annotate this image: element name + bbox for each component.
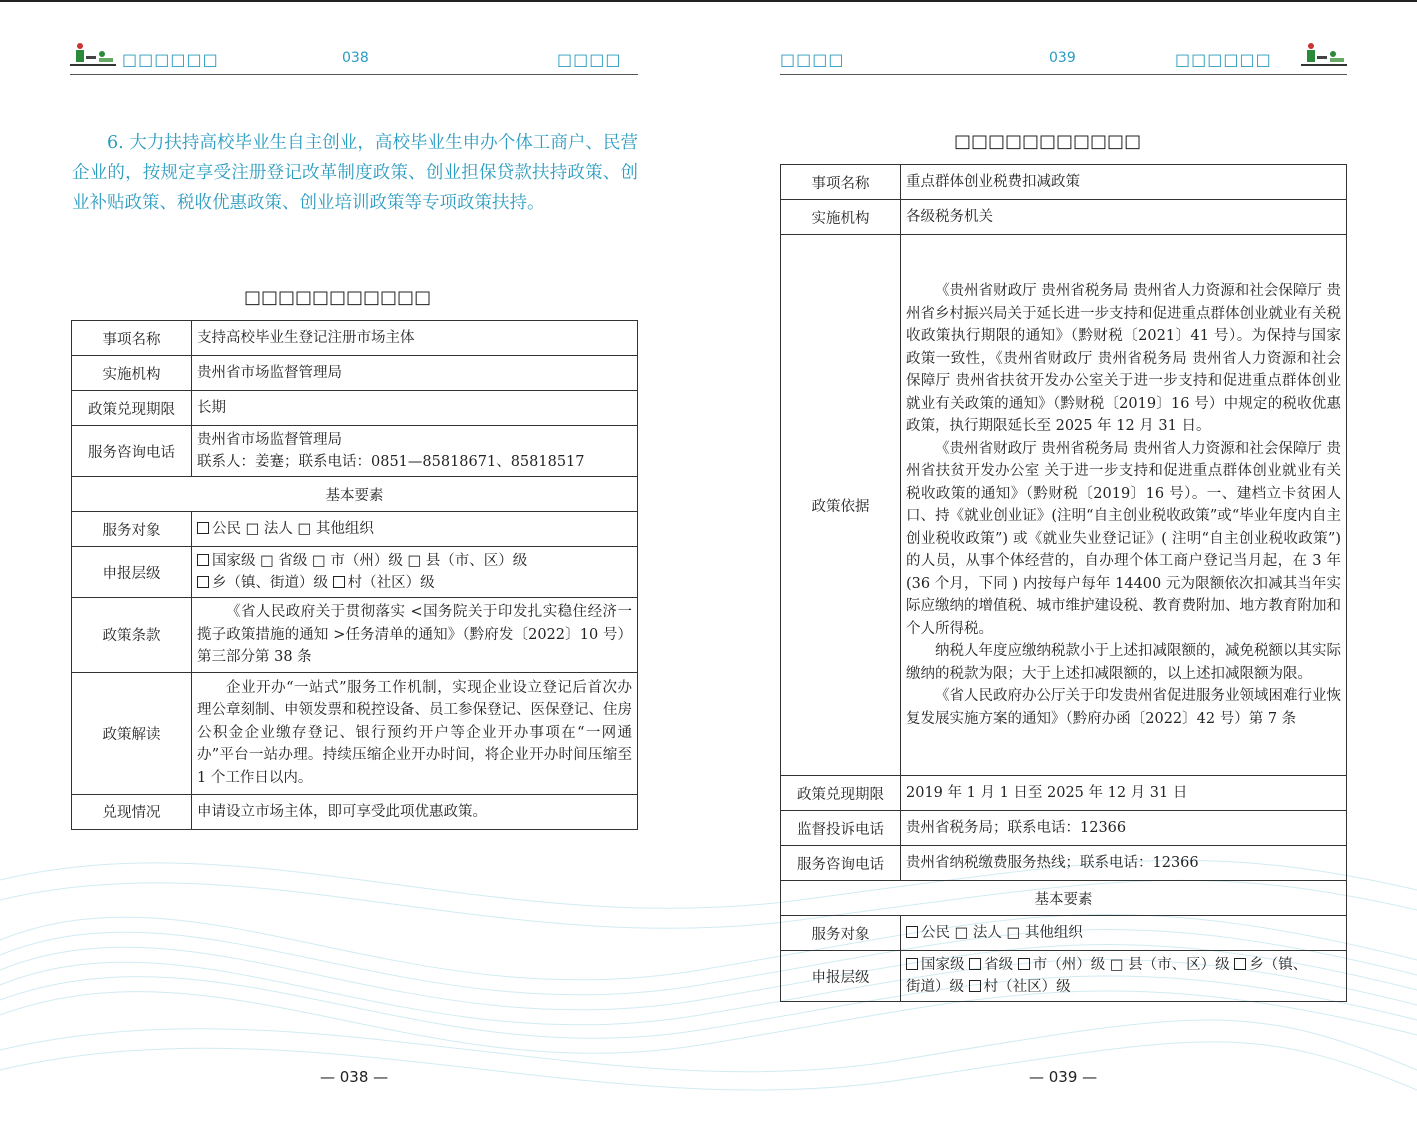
row-value: 支持高校毕业生登记注册市场主体: [192, 321, 638, 356]
row-value: 申请设立市场主体，即可享受此项优惠政策。: [192, 794, 638, 829]
row-value: 贵州省税务局；联系电话：12366: [901, 811, 1347, 846]
row-label: 实施机构: [781, 200, 901, 235]
table-row: [72, 391, 638, 426]
left-page: [0, 0, 708, 1133]
level-option: 省级: [984, 957, 1014, 973]
row-label: 服务对象: [72, 512, 192, 547]
page-footer-number: — 038 —: [320, 1068, 389, 1086]
row-label: 服务咨询电话: [781, 846, 901, 881]
row-label: 政策条款: [72, 598, 192, 673]
table-title: □□□□□□□□□□□: [244, 287, 432, 308]
table-row: [72, 794, 638, 829]
policy-table-right: [780, 164, 1347, 1002]
table-row: [781, 235, 1347, 776]
basis-paragraph-1: 《贵州省财政厅 贵州省税务局 贵州省人力资源和社会保障厅 贵州省乡村振兴局关于延长进一步支持和促进重点群体创业就业有关税收政策执行期限的通知》（黔财税〔2021〕41 号）。为保持与国家政策一致性，《贵州省财政厅 贵州省税务局 贵州省人力资源和社会保障厅 贵州省扶贫开发办公室关于进一步支持和促进重点群体创业就业有关政策的通知》（黔财税〔2019〕16 号）中规定的税收优惠政策，执行期限延长至 2025 年 12 月 31 日。: [906, 283, 1341, 434]
section-header: 基本要素: [72, 477, 638, 512]
row-value: [192, 598, 638, 673]
target-options: 公民 □ 法人 □ 其他组织: [921, 925, 1083, 941]
table-row: [72, 598, 638, 673]
table-row: [72, 321, 638, 356]
row-value: [901, 951, 1347, 1002]
table-row: [72, 547, 638, 598]
checkbox-icon: [1234, 958, 1246, 970]
row-value: 各级税务机关: [901, 200, 1347, 235]
row-label: 政策依据: [781, 235, 901, 776]
row-label: 政策解读: [72, 672, 192, 794]
page-footer-number: — 039 —: [1029, 1068, 1098, 1086]
row-value: [192, 672, 638, 794]
basis-paragraph-2: 《贵州省财政厅 贵州省税务局 贵州省人力资源和社会保障厅 贵州省扶贫开发办公室 关于进一步支持和促进重点群体创业就业有关税收政策的通知》（黔财税〔2019〕16 号）。一、建档立卡贫困人口、持《就业创业证》(注明“自主创业税收政策”或“毕业年度内自主创业税收政策”) 或《就业失业登记证》( 注明“自主创业税收政策”) 的人员，从事个体经营的，自办理个体工商户登记当月起，在 3 年 (36 个月，下同 ) 内按每户每年 14400 元为限额依次扣减其当年实际应缴纳的增值税、城市维护建设税、教育费附加、地方教育附加和个人所得税。: [906, 440, 1341, 637]
row-value: [901, 916, 1347, 951]
table-row: [781, 776, 1347, 811]
row-value: 长期: [192, 391, 638, 426]
row-value: [192, 426, 638, 477]
row-value: 重点群体创业税费扣减政策: [901, 165, 1347, 200]
checkbox-icon: [969, 958, 981, 970]
table-title: □□□□□□□□□□□: [954, 131, 1142, 152]
row-value: 贵州省纳税缴费服务热线；联系电话：12366: [901, 846, 1347, 881]
row-label: 服务对象: [781, 916, 901, 951]
checkbox-icon: [969, 980, 981, 992]
left-page-header: [70, 50, 638, 75]
level-option: 村（社区）级: [983, 979, 1071, 995]
header-title-left: □□□□: [780, 50, 845, 69]
table-row: [781, 916, 1347, 951]
checkbox-icon: [197, 522, 209, 534]
phone-line-1: 贵州省市场监督管理局: [197, 432, 342, 448]
right-page: [709, 0, 1417, 1133]
target-options: 公民 □ 法人 □ 其他组织: [212, 521, 374, 537]
basis-paragraph-3: 纳税人年度应缴纳税款小于上述扣减限额的，减免税额以其实际缴纳的税款为限；大于上述扣减限额的，以上述扣减限额为限。: [906, 643, 1341, 682]
table-row: [781, 165, 1347, 200]
basis-paragraph-4: 《省人民政府办公厅关于印发贵州省促进服务业领域困难行业恢复发展实施方案的通知》（黔府办函〔2022〕42 号）第 7 条: [906, 688, 1341, 727]
level-line-1: 国家级 □ 省级 □ 市（州）级 □ 县（市、区）级: [212, 553, 528, 569]
table-row: [781, 200, 1347, 235]
row-label: 服务咨询电话: [72, 426, 192, 477]
row-label: 监督投诉电话: [781, 811, 901, 846]
header-page-number: 038: [342, 50, 369, 66]
clause-text: 《省人民政府关于贯彻落实 <国务院关于印发扎实稳住经济一揽子政策措施的通知 >任务清单的通知》（黔府发〔2022〕10 号）第三部分第 38 条: [197, 604, 632, 665]
row-label: 事项名称: [781, 165, 901, 200]
row-value: 贵州省市场监督管理局: [192, 356, 638, 391]
table-row: [72, 426, 638, 477]
checkbox-icon: [333, 576, 345, 588]
level-line-2: 乡（镇、街道）级: [212, 575, 328, 591]
row-label: 申报层级: [72, 547, 192, 598]
row-value: [901, 235, 1347, 776]
interp-text: 企业开办“一站式”服务工作机制，实现企业设立登记后首次办理公章刻制、申领发票和税控设备、员工参保登记、医保登记、住房公积金企业缴存登记、银行预约开户等企业开办事项在“一网通办”平台一站办理。持续压缩企业开办时间，将企业开办时间压缩至 1 个工作日以内。: [197, 679, 632, 786]
row-value: [192, 512, 638, 547]
row-label: 实施机构: [72, 356, 192, 391]
level-line-2b: 村（社区）级: [347, 575, 435, 591]
people-logo-icon: [1301, 42, 1347, 70]
row-label: 兑现情况: [72, 794, 192, 829]
checkbox-icon: [197, 576, 209, 588]
level-option: 街道）级: [906, 979, 964, 995]
row-value: 2019 年 1 月 1 日至 2025 年 12 月 31 日: [901, 776, 1347, 811]
table-row: [781, 811, 1347, 846]
table-row: [781, 951, 1347, 1002]
policy-table-left: [71, 320, 638, 830]
row-value: [192, 547, 638, 598]
intro-paragraph: 6. 大力扶持高校毕业生自主创业，高校毕业生申办个体工商户、民营企业的，按规定享受注册登记改革制度政策、创业担保贷款扶持政策、创业补贴政策、税收优惠政策、创业培训政策等专项政策扶持。: [72, 133, 638, 213]
level-option: 市（州）级 □ 县（市、区）级: [1032, 957, 1230, 973]
header-title-left: □□□□□□: [122, 50, 219, 69]
header-title-right: □□□□□□: [1175, 50, 1272, 69]
section-header: 基本要素: [781, 881, 1347, 916]
header-title-right: □□□□: [557, 50, 622, 69]
table-row: [781, 881, 1347, 916]
table-row: [72, 477, 638, 512]
table-row: [72, 512, 638, 547]
checkbox-icon: [1018, 958, 1030, 970]
level-option: 乡（镇、: [1249, 957, 1308, 973]
table-row: [72, 672, 638, 794]
right-page-header: [780, 50, 1347, 75]
header-page-number: 039: [1049, 50, 1076, 66]
checkbox-icon: [906, 958, 918, 970]
level-option: 国家级: [921, 957, 965, 973]
table-row: [72, 356, 638, 391]
row-label: 政策兑现期限: [72, 391, 192, 426]
row-label: 政策兑现期限: [781, 776, 901, 811]
checkbox-icon: [197, 554, 209, 566]
phone-line-2: 联系人：姜蹇；联系电话：0851—85818671、85818517: [197, 454, 585, 470]
checkbox-icon: [906, 926, 918, 938]
row-label: 事项名称: [72, 321, 192, 356]
people-logo-icon: [70, 42, 116, 70]
table-row: [781, 846, 1347, 881]
row-label: 申报层级: [781, 951, 901, 1002]
